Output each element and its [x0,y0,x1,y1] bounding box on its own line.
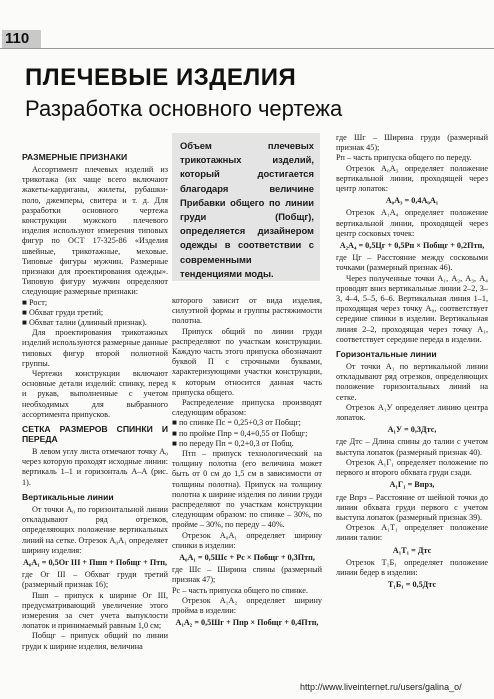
formula: А₀А₃ = 0,4А₀А₁ [385,196,439,206]
paragraph: где Цг – Расстояние между сосковыми точками (размерный признак 46). [336,253,488,273]
page-title: ПЛЕЧЕВЫЕ ИЗДЕЛИЯ [25,64,297,91]
paragraph: где Дтс – Длина спины до талии с учетом выступа лопаток (размерный признак 40). [336,437,488,457]
section-heading-grid: СЕТКА РАЗМЕРОВ СПИНКИ И ПЕРЕДА [22,424,168,445]
paragraph: где Шг – Ширина груди (размерный признак 45); [336,133,488,153]
formula: А₁У = 0,3Дтс, [387,425,437,435]
text-column-3 [336,133,488,592]
paragraph: Побщг – припуск общий по линии груди к ширине изделия, величина [22,631,168,651]
paragraph: Через полученные точки А₁, А₂, А₃, А₄ проводят вниз вертикальные линии 2–2, 3–3, 4–4, 5–5, 6–6. Вертикальная линия 1–1, проходящая через точку А₀, соответствует середине спинки в изделии. Вертикальная линия 2–2, проходящая через точку А₁, соответствует середине переда в изделии. [336,273,488,344]
paragraph: Птп – припуск технологический на толщину полотна (его величина может быть от 0 см до 1,5 см в зависимости от толщины полотна). Припуск на толщину полотна к ширине изделия по линии груди распределяют по участкам конструкции следующим образом: по спинке – 30%, по пройме – 30%, по переду – 40%. [172,449,322,530]
paragraph: Распределение припуска производят следующим образом: [172,398,322,418]
bullet-item: ■ Обхват груди третий; [22,307,104,317]
paragraph: Отрезок А₀А₃ определяет положение вертикальной линии, проходящей через центр лопаток: [336,163,488,194]
paragraph: которого зависит от вида изделия, силуэтной формы и группы растяжимости полотна. [172,296,322,326]
text-column-2 [172,296,322,631]
subheading-horizontal-lines: Горизонтальные линии [336,349,437,360]
paragraph: Отрезок А₀А₁ определяет ширину спинки в изделии: [172,530,322,550]
paragraph: где Впрз – Расстояние от шейной точки до линии обхвата груди первого с учетом выступа лопаток (размерный признак 39). [336,492,488,522]
paragraph: где Ог III – Обхват груди третий (размерный признак 16); [22,570,168,590]
formula: А₀А₁ = 0,5Шс + Рс × Побщг + 0,3Птп, [179,553,315,563]
paragraph: Припуск общий по линии груди распределяют по участкам конструкции. Каждую часть этого припуска обозначают буквой П с строчными буквами, характеризующими участки конструкции, к которым относится данная часть припуска общего. [172,326,322,397]
watermark-url: http://www.liveinternet.ru/users/galina_o/ [300,682,462,692]
bullet-item: ■ по спинке Пс = 0,25+0,3 от Побщг; [172,418,301,428]
formula: А₂А₄ = 0,5Цг + 0,5Рп × Побщг + 0,2Птп, [339,241,485,251]
header-rule [0,48,494,49]
paragraph: Отрезок А₁Т₁ определяет положение линии талии: [336,523,488,543]
callout-box [172,133,320,281]
paragraph: Для проектирования трикотажных изделий используются размерные данные типовых фигур второй полнотной группы. [22,328,168,368]
paragraph: От точки А₁ по вертикальной линии откладывают ряд отрезков, определяющих положение горизонтальных линий на сетке. [336,362,488,402]
formula: А₁Т₁ = Дтс [392,545,432,555]
paragraph: Отрезок А₁У определяет линию центра лопаток. [336,402,488,423]
section-heading-size-features: РАЗМЕРНЫЕ ПРИЗНАКИ [22,152,128,162]
paragraph: Чертежи конструкции включают основные детали изделий: спинку, перед и рукав, выполненные с учетом необходимых для выбранного ассортимента припусков. [22,369,168,419]
paragraph: Отрезок А₁А₂ определяет ширину пройма в изделии: [172,595,322,616]
formula: А₀А₁ = 0,5Ог III + Пшп + Побщг + Птп, [22,557,168,567]
bullet-item: ■ по проймe Ппр = 0,4+0,55 от Побщг; [172,428,308,438]
bullet-item: ■ Рост; [22,297,48,307]
subheading-vertical-lines: Вертикальные линии [22,491,114,502]
paragraph: Рс – часть припуска общего по спинке. [172,585,308,595]
paragraph: В левом углу листа отмечают точку А₀ через которую проходят исходные линии: вертикаль 1–1 и горизонталь А–А (рис. 1). [22,447,168,487]
bullet-item: ■ Обхват талии (длинный признак). [22,318,147,328]
formula: А₁Г₁ = Впрз, [389,480,435,490]
page-subtitle: Разработка основного чертежа [25,96,343,121]
page-number: 110 [2,30,41,48]
paragraph: Рп – часть припуска общего по переду. [336,153,472,163]
paragraph: Отрезок А₁А₄ определяет положение вертикальной линии, проходящей через центр сосковых точек: [336,208,488,238]
paragraph: Пшп – припуск к ширине Ог III, предусматривающий увеличение этого измерения за счет учета выпуклости лопаток и принимаемый равным 1,0 см; [22,590,168,631]
paragraph: Ассортимент плечевых изделий из трикотажа (их чаще всего включают жакеты-кардиганы, жилеты, рубашки-поло, джемперы, свитера и т. д. Для разработки основного чертежа конструкции мужского плечевого изделия используют измерения типовых фигур по ОСТ 17-325-86 «Изделия швейные, трикотажные, меховые. Типовые фигуры мужчин. Размерные признаки для проектирования одежды». Типовую фигуру мужчин определяют следующие размерные признаки: [22,165,168,297]
paragraph: Отрезок А₁Г₁ определяет положение по первого и второго обхвата груди сзади. [336,457,488,478]
paragraph: Отрезок Т₁Б₁ определяет положение линии бедер в изделии: [336,557,488,577]
paragraph: От точки А₀ по горизонтальной линии откладывают ряд отрезков, определяющих положение вертикальных линий на сетке. Отрезок А₀А₁ определяет ширину изделия: [22,504,168,555]
text-column-1 [22,148,168,652]
formula: А₁А₂ = 0,5Шг + Ппр × Побщг + 0,4Птп, [175,618,319,628]
callout-text: Объем плечевых трикотажных изделий, который достигается благодаря величине Прибавки общего по линии груди (Побщг), определяется дизайнером одежды в соответствии с современными тенденциями моды. [180,140,314,279]
paragraph: где Шс – Ширина спины (размерный признак 47); [172,565,322,585]
formula: Т₁Б₁ = 0,5Дтс [387,580,437,590]
bullet-item: ■ по переду Пп = 0,2+0,3 от Побщ. [172,438,294,448]
